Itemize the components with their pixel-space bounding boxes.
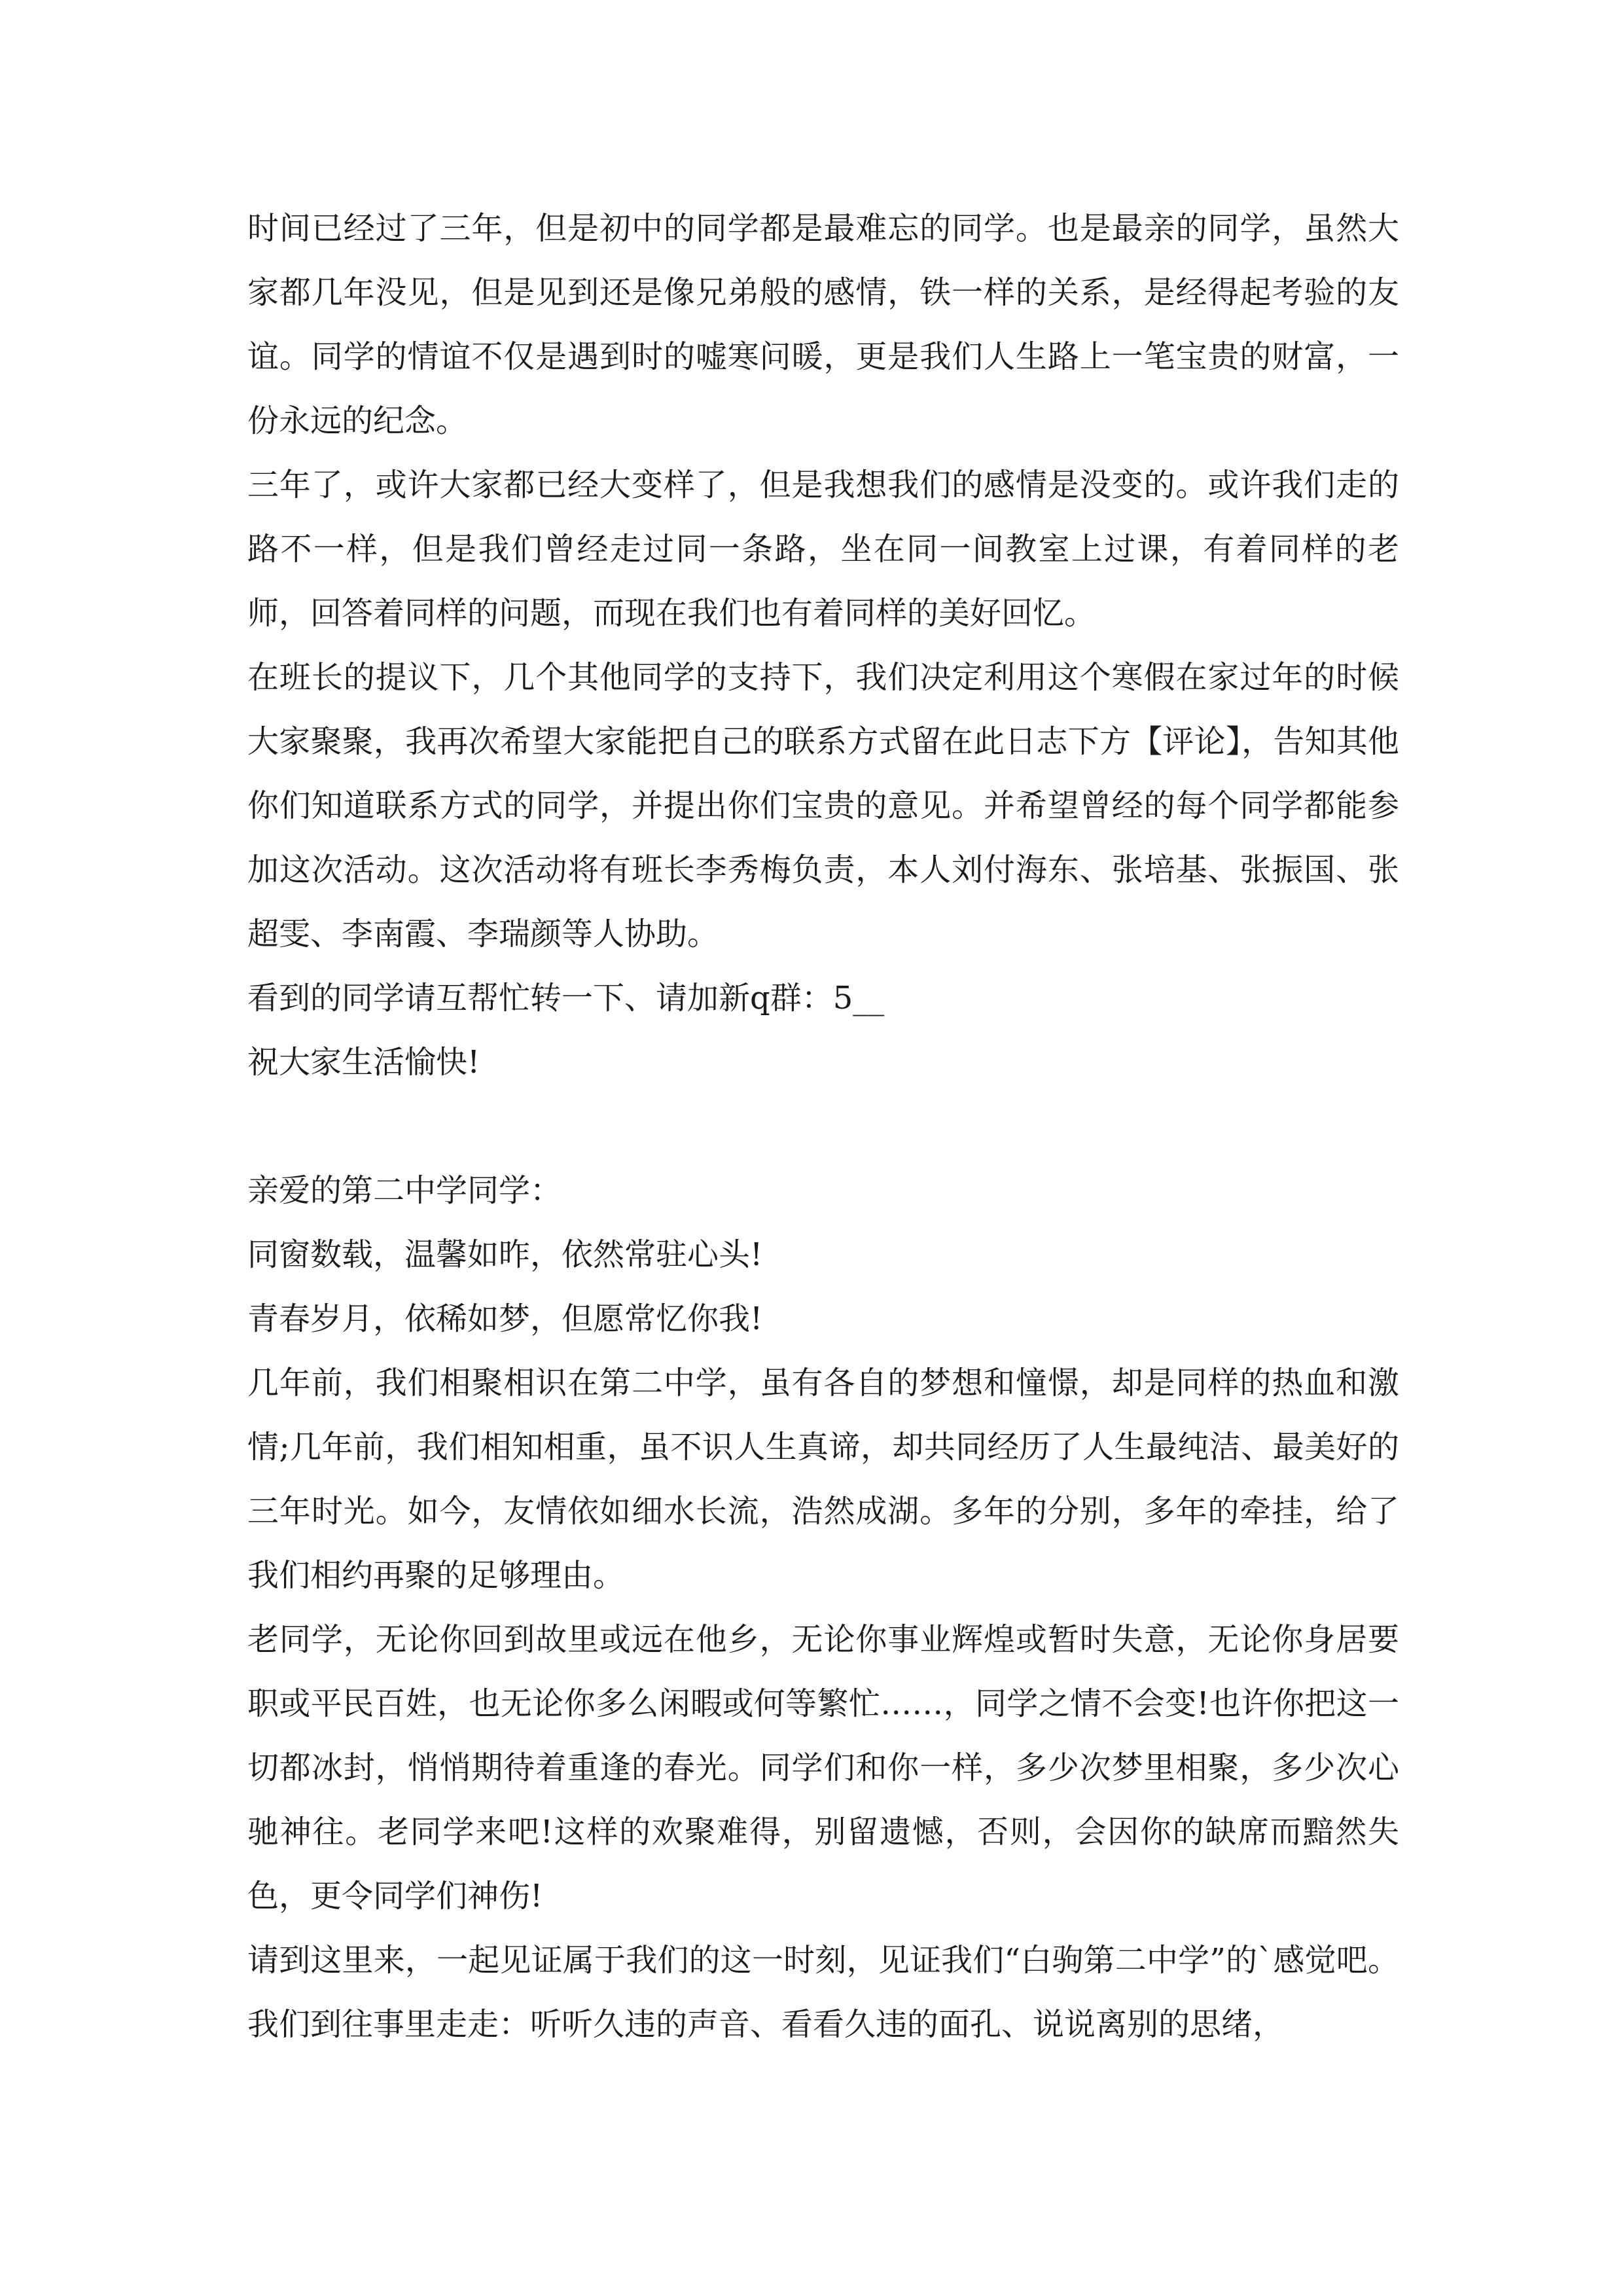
paragraph-years-ago: 几年前，我们相聚相识在第二中学，虽有各自的梦想和憧憬，却是同样的热血和激情;几年前，我们相知相重，虽不识人生真谛，却共同经历了人生最纯洁、最美好的三年时光。如今，友情依如细水长流，浩然成湖。多年的分别，多年的牵挂，给了我们相约再聚的足够理由。 — [247, 1365, 1399, 1594]
paragraph-classmates-friendship: 时间已经过了三年，但是初中的同学都是最难忘的同学。也是最亲的同学，虽然大家都几年没见，但是见到还是像兄弟般的感情，铁一样的关系，是经得起考验的友谊。同学的情谊不仅是遇到时的嘘寒问暖，更是我们人生路上一笔宝贵的财富，一份永远的纪念。 — [247, 210, 1399, 439]
paragraph-qq-group: 看到的同学请互帮忙转一下、请加新q群：5__ — [247, 980, 885, 1016]
paragraph-verse-2: 青春岁月，依稀如梦，但愿常忆你我! — [247, 1300, 763, 1337]
paragraph-reunion-plan: 在班长的提议下，几个其他同学的支持下，我们决定利用这个寒假在家过年的时候大家聚聚，我再次希望大家能把自己的联系方式留在此日志下方【评论】，告知其他你们知道联系方式的同学，并提出你们宝贵的意见。并希望曾经的每个同学都能参加这次活动。这次活动将有班长李秀梅负责，本人刘付海东、张培基、张振国、张超雯、李南霞、李瑞颜等人协助。 — [247, 659, 1399, 952]
paragraph-old-classmates: 老同学，无论你回到故里或远在他乡，无论你事业辉煌或暂时失意，无论你身居要职或平民百姓，也无论你多么闲暇或何等繁忙……，同学之情不会变!也许你把这一切都冰封，悄悄期待着重逢的春光。同学们和你一样，多少次梦里相聚，多少次心驰神往。老同学来吧!这样的欢聚难得，别留遗憾，否则，会因你的缺席而黯然失色，更令同学们神伤! — [247, 1621, 1399, 1914]
letter-salutation: 亲爱的第二中学同学： — [247, 1172, 562, 1209]
paragraph-three-years: 三年了，或许大家都已经大变样了，但是我想我们的感情是没变的。或许我们走的路不一样，但是我们曾经走过同一条路，坐在同一间教室上过课，有着同样的老师，回答着同样的问题，而现在我们也有着同样的美好回忆。 — [247, 467, 1399, 632]
paragraph-invitation: 请到这里来，一起见证属于我们的这一时刻，见证我们“白驹第二中学”的`感觉吧。我们到往事里走走：听听久违的声音、看看久违的面孔、说说离别的思绪， — [247, 1942, 1399, 2043]
paragraph-verse-1: 同窗数载，温馨如昨，依然常驻心头! — [247, 1236, 763, 1273]
paragraph-best-wishes: 祝大家生活愉快! — [247, 1044, 480, 1081]
document-body — [247, 196, 1399, 2056]
section-spacer — [247, 1094, 1399, 1158]
